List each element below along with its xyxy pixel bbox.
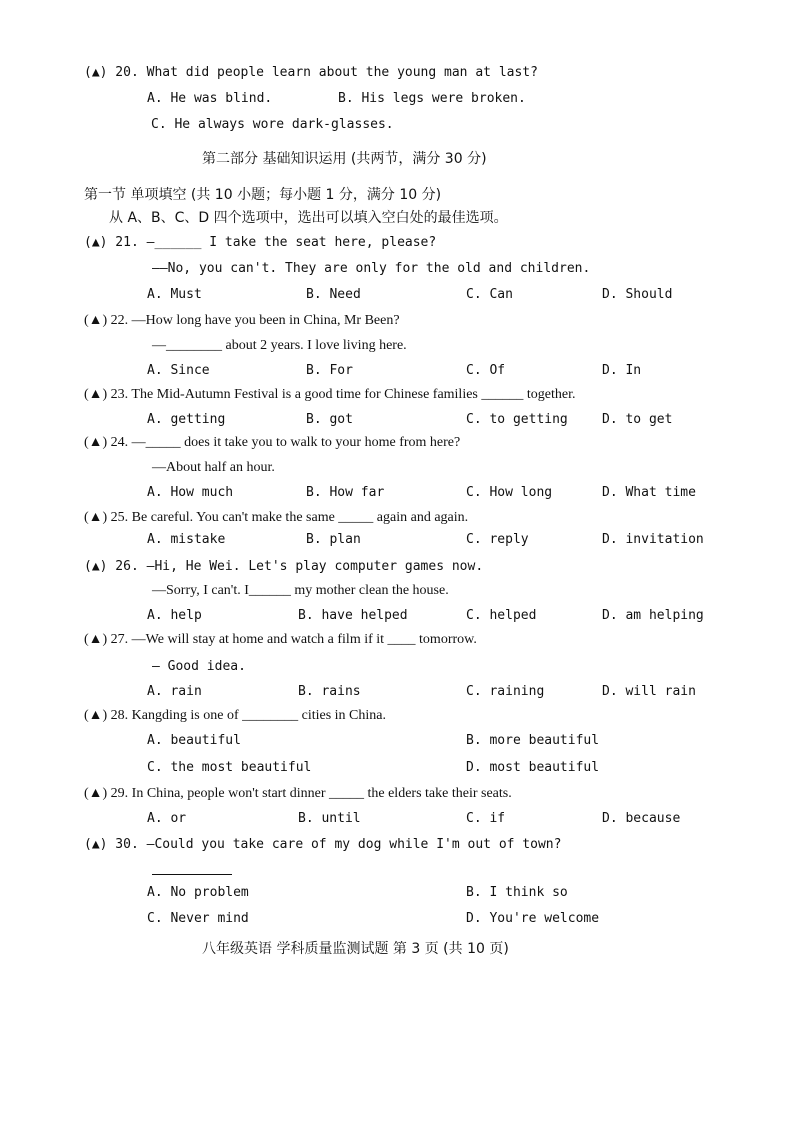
q26-reply: —Sorry, I can't. I______ my mother clean the house. [152,583,449,598]
q25-option-d: D. invitation [602,532,704,547]
q27-option-b: B. rains [298,684,361,699]
q24-option-d: D. What time [602,485,696,500]
q22-option-b: B. For [306,363,353,378]
q24-stem: (▲) 24. —_____ does it take you to walk to your home from here? [84,435,461,450]
q23-stem: (▲) 23. The Mid-Autumn Festival is a good time for Chinese families ______ together. [84,387,576,402]
q25-stem: (▲) 25. Be careful. You can't make the same _____ again and again. [84,510,469,525]
q27-option-c: C. raining [466,684,545,699]
q20-stem: (▲) 20. What did people learn about the young man at last? [84,65,538,80]
q29-option-c: C. if [466,811,506,826]
answer-blank-line [152,874,232,875]
q20-option-b: B. His legs were broken. [338,91,526,106]
q21-option-c: C. Can [466,287,513,302]
q20-option-c: C. He always wore dark-glasses. [151,117,394,132]
q26-option-d: D. am helping [602,608,704,623]
q21-option-d: D. Should [602,287,673,302]
q26-option-b: B. have helped [298,608,408,623]
q22-option-d: D. In [602,363,642,378]
q28-option-b: B. more beautiful [466,733,600,748]
q22-stem: (▲) 22. —How long have you been in China, Mr Been? [84,313,400,328]
q30-option-a: A. No problem [147,885,249,900]
q28-option-a: A. beautiful [147,733,241,748]
q21-option-a: A. Must [147,287,202,302]
q22-reply: —________ about 2 years. I love living here. [152,338,407,353]
q27-stem: (▲) 27. —We will stay at home and watch a film if it ____ tomorrow. [84,632,477,647]
q20-option-a: A. He was blind. [147,91,273,106]
q24-option-c: C. How long [466,485,553,500]
q24-option-b: B. How far [306,485,385,500]
q25-option-a: A. mistake [147,532,226,547]
q24-option-a: A. How much [147,485,234,500]
q24-reply: —About half an hour. [152,460,275,475]
q22-option-a: A. Since [147,363,210,378]
q30-option-c: C. Never mind [147,911,249,926]
q27-option-a: A. rain [147,684,202,699]
q27-reply: — Good idea. [152,659,246,674]
q25-option-b: B. plan [306,532,361,547]
q25-option-c: C. reply [466,532,529,547]
q23-option-c: C. to getting [466,412,568,427]
q23-option-b: B. got [306,412,353,427]
q29-option-b: B. until [298,811,361,826]
page-footer: 八年级英语 学科质量监测试题 第 3 页 (共 10 页) [202,941,509,957]
section1-title: 第一节 单项填空 (共 10 小题；每小题 1 分，满分 10 分) [84,187,442,203]
q29-option-d: D. because [602,811,681,826]
q21-option-b: B. Need [306,287,361,302]
q28-stem: (▲) 28. Kangding is one of ________ cities in China. [84,708,386,723]
q30-option-d: D. You're welcome [466,911,600,926]
q30-stem: (▲) 30. —Could you take care of my dog while I'm out of town? [84,837,562,852]
q21-stem: (▲) 21. —______ I take the seat here, please? [84,235,437,250]
q21-reply: ——No, you can't. They are only for the old and children. [152,261,591,276]
q26-option-c: C. helped [466,608,537,623]
q26-option-a: A. help [147,608,202,623]
q28-option-d: D. most beautiful [466,760,600,775]
q28-option-c: C. the most beautiful [147,760,312,775]
q29-stem: (▲) 29. In China, people won't start dinner _____ the elders take their seats. [84,786,512,801]
q29-option-a: A. or [147,811,187,826]
part2-title: 第二部分 基础知识运用 (共两节，满分 30 分) [202,151,487,167]
q27-option-d: D. will rain [602,684,696,699]
q30-option-b: B. I think so [466,885,568,900]
q22-option-c: C. Of [466,363,506,378]
q23-option-a: A. getting [147,412,226,427]
instruction: 从 A、B、C、D 四个选项中，选出可以填入空白处的最佳选项。 [109,210,508,226]
q23-option-d: D. to get [602,412,673,427]
q26-stem: (▲) 26. —Hi, He Wei. Let's play computer games now. [84,559,484,574]
